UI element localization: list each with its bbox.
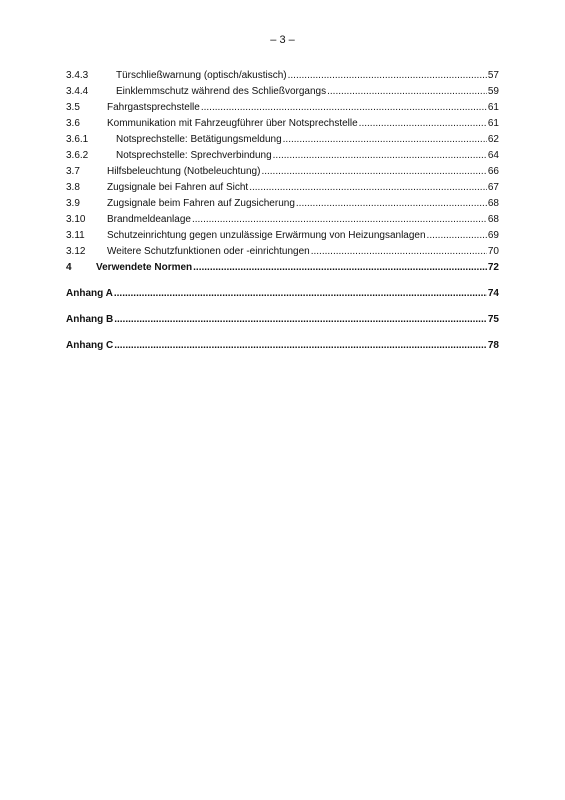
- toc-entry-page: 59: [487, 86, 499, 97]
- toc-leader-dots: [193, 260, 487, 276]
- toc-entry-number: 3.8: [66, 182, 80, 193]
- toc-leader-dots: [114, 286, 487, 302]
- toc-entry-number: 3.6.1: [66, 134, 89, 145]
- toc-entry-page: 62: [487, 134, 499, 145]
- toc-leader-dots: [288, 68, 487, 84]
- toc-entry-3-8: [66, 180, 499, 196]
- toc-leader-dots: [201, 100, 487, 116]
- toc-entry-page: 75: [487, 314, 499, 325]
- toc-entry-title: Schutzeinrichtung gegen unzulässige Erwärmung von Heizungsanlagen: [107, 230, 426, 241]
- toc-entry-3-5: [66, 100, 499, 116]
- toc-entry-title: Türschließwarnung (optisch/akustisch): [116, 70, 287, 81]
- toc-leader-dots: [192, 212, 487, 228]
- toc-leader-dots: [427, 228, 487, 244]
- toc-entry-page: 61: [487, 102, 499, 113]
- toc-leader-dots: [359, 116, 487, 132]
- toc-entry-number: 3.12: [66, 246, 86, 257]
- toc-entry-title: Hilfsbeleuchtung (Notbeleuchtung): [107, 166, 261, 177]
- toc-entry-number: 3.4.4: [66, 86, 89, 97]
- toc-entry-title: Anhang C: [66, 340, 114, 351]
- toc-entry-3-7: [66, 164, 499, 180]
- page-number: – 3 –: [270, 34, 295, 46]
- table-of-contents: [66, 68, 499, 354]
- toc-entry-title: Kommunikation mit Fahrzeugführer über Notsprechstelle: [107, 118, 358, 129]
- toc-entry-title: Einklemmschutz während des Schließvorgangs: [116, 86, 327, 97]
- toc-leader-dots: [327, 84, 487, 100]
- toc-entry-3-12: [66, 244, 499, 260]
- toc-entry-anhang-a: [66, 286, 499, 302]
- toc-entry-number: 3.9: [66, 198, 80, 209]
- toc-entry-page: 78: [487, 340, 499, 351]
- toc-entry-page: 69: [487, 230, 499, 241]
- toc-entry-page: 66: [487, 166, 499, 177]
- toc-entry-3-6: [66, 116, 499, 132]
- toc-leader-dots: [114, 338, 487, 354]
- toc-entry-3-6-1: [66, 132, 499, 148]
- toc-entry-page: 68: [487, 198, 499, 209]
- toc-entry-anhang-b: [66, 312, 499, 328]
- toc-entry-page: 57: [487, 70, 499, 81]
- toc-entry-title: Zugsignale beim Fahren auf Zugsicherung: [107, 198, 295, 209]
- toc-entry-title: Verwendete Normen: [96, 262, 193, 273]
- toc-entry-number: 3.10: [66, 214, 86, 225]
- toc-entry-3-6-2: [66, 148, 499, 164]
- toc-entry-3-4-3: [66, 68, 499, 84]
- toc-entry-number: 3.6: [66, 118, 80, 129]
- toc-entry-number: 4: [66, 262, 72, 273]
- toc-leader-dots: [283, 132, 487, 148]
- toc-leader-dots: [296, 196, 487, 212]
- toc-entry-page: 68: [487, 214, 499, 225]
- toc-entry-title: Weitere Schutzfunktionen oder -einrichtungen: [107, 246, 310, 257]
- toc-entry-page: 64: [487, 150, 499, 161]
- toc-entry-number: 3.4.3: [66, 70, 89, 81]
- toc-entry-number: 3.7: [66, 166, 80, 177]
- toc-entry-number: 3.6.2: [66, 150, 89, 161]
- toc-leader-dots: [273, 148, 487, 164]
- toc-entry-title: Fahrgastsprechstelle: [107, 102, 200, 113]
- toc-entry-anhang-c: [66, 338, 499, 354]
- toc-leader-dots: [114, 312, 487, 328]
- toc-entry-title: Anhang A: [66, 288, 113, 299]
- toc-entry-3-4-4: [66, 84, 499, 100]
- toc-entry-title: Brandmeldeanlage: [107, 214, 191, 225]
- toc-leader-dots: [249, 180, 487, 196]
- toc-entry-title: Anhang B: [66, 314, 114, 325]
- toc-entry-page: 61: [487, 118, 499, 129]
- toc-entry-page: 70: [487, 246, 499, 257]
- toc-entry-3-11: [66, 228, 499, 244]
- toc-entry-page: 72: [487, 262, 499, 273]
- toc-leader-dots: [261, 164, 486, 180]
- toc-entry-4: [66, 260, 499, 276]
- toc-entry-title: Notsprechstelle: Sprechverbindung: [116, 150, 272, 161]
- toc-entry-number: 3.11: [66, 230, 85, 241]
- toc-entry-title: Zugsignale bei Fahren auf Sicht: [107, 182, 249, 193]
- toc-leader-dots: [311, 244, 487, 260]
- toc-entry-page: 74: [487, 288, 499, 299]
- toc-entry-title: Notsprechstelle: Betätigungsmeldung: [116, 134, 282, 145]
- toc-entry-3-10: [66, 212, 499, 228]
- toc-entry-3-9: [66, 196, 499, 212]
- toc-entry-page: 67: [487, 182, 499, 193]
- toc-entry-number: 3.5: [66, 102, 80, 113]
